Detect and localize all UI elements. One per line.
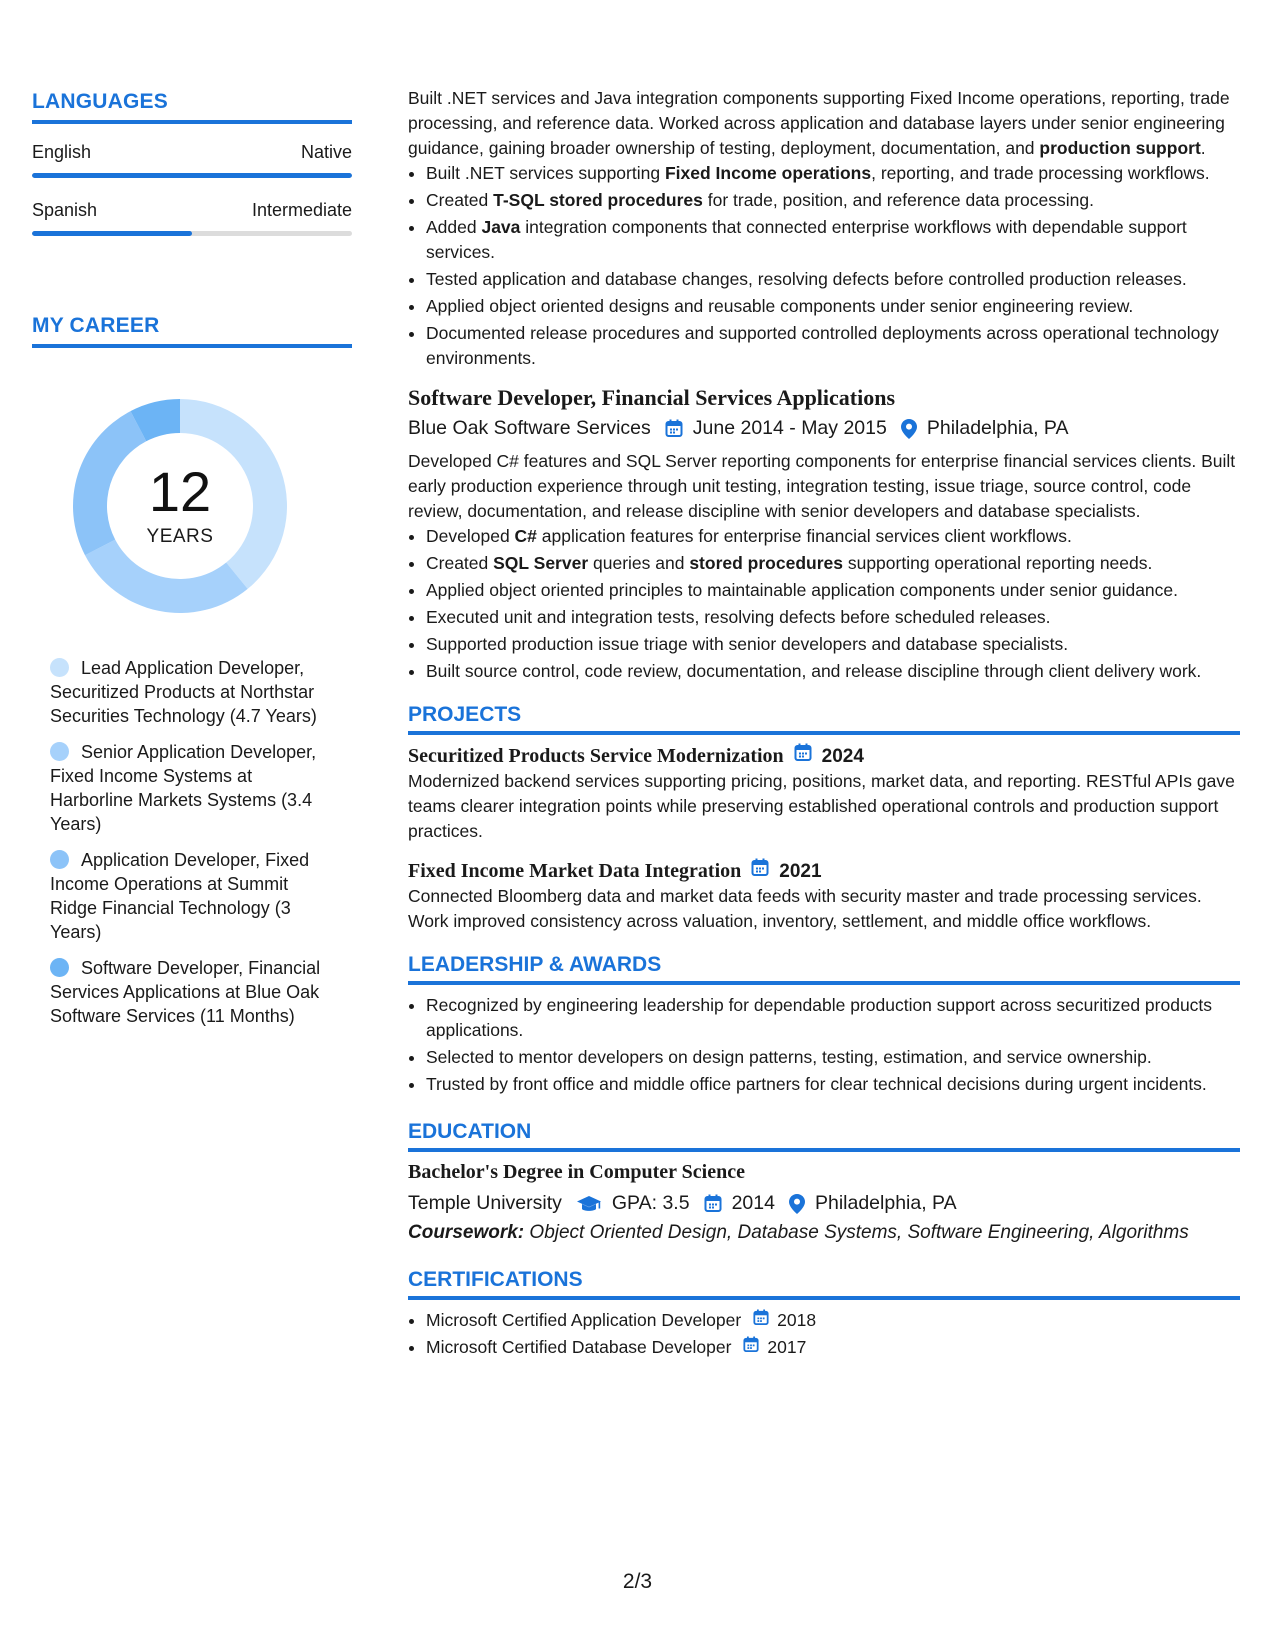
location-pin-icon	[789, 1191, 805, 1216]
project-year: 2024	[821, 745, 864, 767]
list-item: • Applied object oriented principles to maintainable application components under senior guidance.	[426, 578, 1240, 603]
language-proficiency-fill	[32, 231, 192, 236]
project-item	[408, 858, 1240, 934]
language-proficiency-bar	[32, 231, 352, 236]
list-item: • Added Java integration components that connected enterprise workflows with dependable support services.	[426, 215, 1240, 265]
certifications-heading: CERTIFICATIONS	[408, 1267, 1240, 1300]
career-total-years: 12	[148, 460, 212, 523]
job-title: Software Developer, Financial Services Applications	[408, 385, 896, 410]
language-proficiency-fill	[32, 173, 352, 178]
legend-dot	[50, 850, 69, 869]
project-item	[408, 743, 1240, 844]
calendar-icon	[751, 858, 769, 884]
career-donut-chart	[60, 386, 300, 626]
location-pin-icon	[901, 416, 917, 441]
job-meta	[408, 416, 1240, 441]
list-item	[426, 1335, 1240, 1360]
page-number: 2/3	[622, 1570, 653, 1593]
graduation-cap-icon	[576, 1191, 602, 1216]
calendar-icon	[753, 1308, 769, 1333]
calendar-icon	[704, 1191, 722, 1216]
job-summary: Built .NET services and Java integration components supporting Fixed Income operations, reporting, trade processing, and reference data. Worked across application and database layers under senior engineering guidance, gaining broader ownership of testing, deployment, documentation, and production support.	[408, 88, 1230, 158]
coursework-list: Object Oriented Design, Database Systems, Software Engineering, Algorithms	[529, 1222, 1189, 1243]
legend-dot	[50, 742, 69, 761]
left-column	[32, 90, 352, 1040]
list-item: • Selected to mentor developers on design patterns, testing, estimation, and service ownership.	[426, 1045, 1240, 1070]
project-name: Securitized Products Service Modernization	[408, 744, 784, 767]
legend-label: Application Developer, Fixed Income Operations at Summit Ridge Financial Technology (3 Years)	[50, 850, 310, 942]
list-item: • Trusted by front office and middle office partners for clear technical decisions during urgent incidents.	[426, 1072, 1240, 1097]
certifications-list	[408, 1308, 1240, 1360]
language-item	[32, 200, 352, 236]
education-meta	[408, 1191, 1240, 1216]
right-column	[408, 86, 1240, 1362]
language-level: Intermediate	[251, 200, 352, 220]
career-total-unit: YEARS	[146, 526, 214, 547]
job-dates: June 2014 - May 2015	[692, 417, 887, 439]
calendar-icon	[743, 1335, 759, 1360]
coursework	[408, 1220, 1240, 1245]
career-legend	[50, 656, 330, 1028]
school-name: Temple University	[408, 1192, 562, 1214]
list-item: • Documented release procedures and supported controlled deployments across operational technology environments.	[426, 321, 1240, 371]
language-level: Native	[300, 142, 352, 162]
career-legend-item	[50, 956, 330, 1028]
language-name: Spanish	[32, 200, 98, 220]
language-proficiency-bar	[32, 173, 352, 178]
legend-label: Lead Application Developer, Securitized Products at Northstar Securities Technology (4.7 Years)	[50, 658, 317, 726]
education-heading: EDUCATION	[408, 1119, 1240, 1152]
list-item: • Created SQL Server queries and stored procedures supporting operational reporting needs.	[426, 551, 1240, 576]
career-legend-item	[50, 740, 330, 836]
job-location: Philadelphia, PA	[926, 417, 1069, 439]
language-item	[32, 142, 352, 178]
list-item: • Supported production issue triage with senior developers and database specialists.	[426, 632, 1240, 657]
coursework-label: Coursework:	[408, 1222, 525, 1243]
list-item	[426, 1308, 1240, 1333]
job-bullets	[408, 161, 1240, 371]
list-item: • Recognized by engineering leadership for dependable production support across securitized products applications.	[426, 993, 1240, 1043]
language-name: English	[32, 142, 92, 162]
calendar-icon	[794, 743, 812, 769]
career-heading: MY CAREER	[32, 314, 352, 348]
leadership-list	[408, 993, 1240, 1097]
project-name: Fixed Income Market Data Integration	[408, 859, 742, 882]
legend-dot	[50, 658, 69, 677]
project-description: Connected Bloomberg data and market data feeds with security master and trade processing services. Work improved consistency across valuation, inventory, settlement, and middle office workflows.	[408, 886, 1202, 931]
list-item: • Created T-SQL stored procedures for trade, position, and reference data processing.	[426, 188, 1240, 213]
job-summary: Developed C# features and SQL Server reporting components for enterprise financial services clients. Built early production experience through unit testing, integration testing, issue triage, source control, code review, documentation, and release discipline with senior developers and database specialists.	[408, 451, 1236, 521]
leadership-heading: LEADERSHIP & AWARDS	[408, 952, 1240, 985]
legend-label: Senior Application Developer, Fixed Income Systems at Harborline Markets Systems (3.4 Years)	[50, 742, 317, 834]
projects-heading: PROJECTS	[408, 702, 1240, 735]
certification-year: 2018	[777, 1310, 817, 1330]
list-item: • Applied object oriented designs and reusable components under senior engineering review.	[426, 294, 1240, 319]
list-item: • Built source control, code review, documentation, and release discipline through client delivery work.	[426, 659, 1240, 684]
project-year: 2021	[779, 860, 822, 882]
degree-title: Bachelor's Degree in Computer Science	[408, 1161, 745, 1183]
list-item: • Developed C# application features for enterprise financial services client workflows.	[426, 524, 1240, 549]
education-location: Philadelphia, PA	[814, 1192, 957, 1214]
certification-name: • Microsoft Certified Application Developer	[426, 1310, 742, 1330]
career-legend-item	[50, 848, 330, 944]
certification-name: • Microsoft Certified Database Developer	[426, 1337, 732, 1357]
job-bullets	[408, 524, 1240, 684]
list-item: • Tested application and database changes, resolving defects before controlled production releases.	[426, 267, 1240, 292]
career-legend-item	[50, 656, 330, 728]
project-description: Modernized backend services supporting pricing, positions, market data, and reporting. RESTful APIs gave teams clearer integration points while preserving established operational controls and production support practices.	[408, 771, 1235, 841]
legend-label: Software Developer, Financial Services Applications at Blue Oak Software Services (11 Months)	[50, 958, 321, 1026]
graduation-year: 2014	[731, 1192, 775, 1214]
list-item: • Built .NET services supporting Fixed Income operations, reporting, and trade processing workflows.	[426, 161, 1240, 186]
legend-dot	[50, 958, 69, 977]
certification-year: 2017	[767, 1337, 807, 1357]
calendar-icon	[665, 416, 683, 441]
list-item: • Executed unit and integration tests, resolving defects before scheduled releases.	[426, 605, 1240, 630]
languages-heading: LANGUAGES	[32, 90, 352, 124]
company-name: Blue Oak Software Services	[408, 417, 651, 439]
gpa: GPA: 3.5	[611, 1192, 690, 1214]
